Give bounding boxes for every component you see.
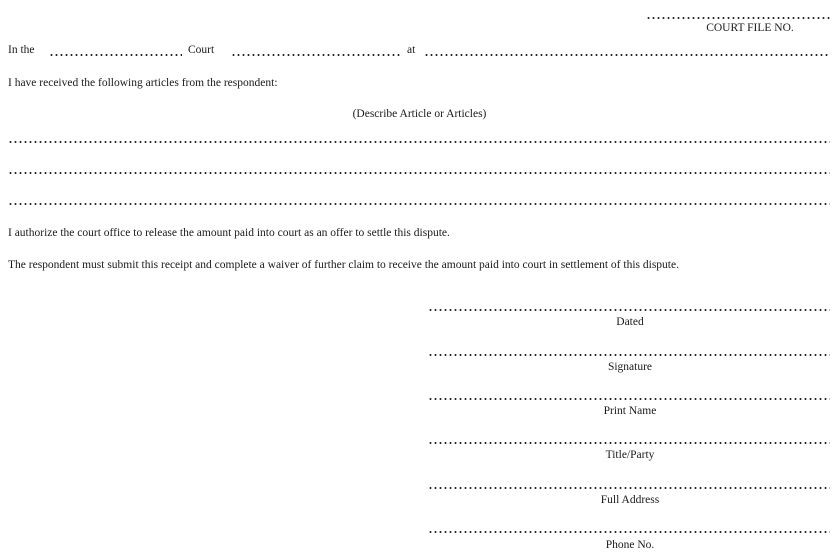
in-the-label: In the — [8, 44, 35, 56]
signature-field[interactable] — [428, 354, 830, 356]
dated-label: Dated — [616, 316, 644, 328]
at-label: at — [407, 44, 416, 56]
dated-field[interactable] — [428, 309, 830, 311]
print-name-label: Print Name — [603, 405, 657, 417]
court-label: Court — [188, 44, 215, 56]
court-location-field[interactable] — [231, 54, 401, 56]
court-name-field[interactable] — [49, 54, 182, 56]
article-line-1[interactable] — [8, 141, 830, 143]
received-statement: I have received the following articles from the respondent: — [8, 77, 278, 89]
article-line-3[interactable] — [8, 203, 830, 205]
court-file-number-field[interactable] — [646, 17, 830, 19]
authorize-statement: I authorize the court office to release the amount paid into court as an offer to settle this dispute. — [8, 227, 450, 239]
describe-articles-label: (Describe Article or Articles) — [352, 108, 487, 120]
signature-label: Signature — [607, 361, 653, 373]
respondent-statement: The respondent must submit this receipt and complete a waiver of further claim to receive the amount paid into court in settlement of this dispute. — [8, 259, 679, 271]
phone-label: Phone No. — [605, 539, 655, 551]
full-address-field[interactable] — [428, 487, 830, 489]
title-party-label: Title/Party — [605, 449, 655, 461]
court-at-field[interactable] — [424, 54, 830, 56]
title-party-field[interactable] — [428, 442, 830, 444]
print-name-field[interactable] — [428, 398, 830, 400]
court-file-number-label: COURT FILE NO. — [706, 22, 794, 34]
phone-field[interactable] — [428, 531, 830, 533]
full-address-label: Full Address — [600, 494, 660, 506]
article-line-2[interactable] — [8, 172, 830, 174]
